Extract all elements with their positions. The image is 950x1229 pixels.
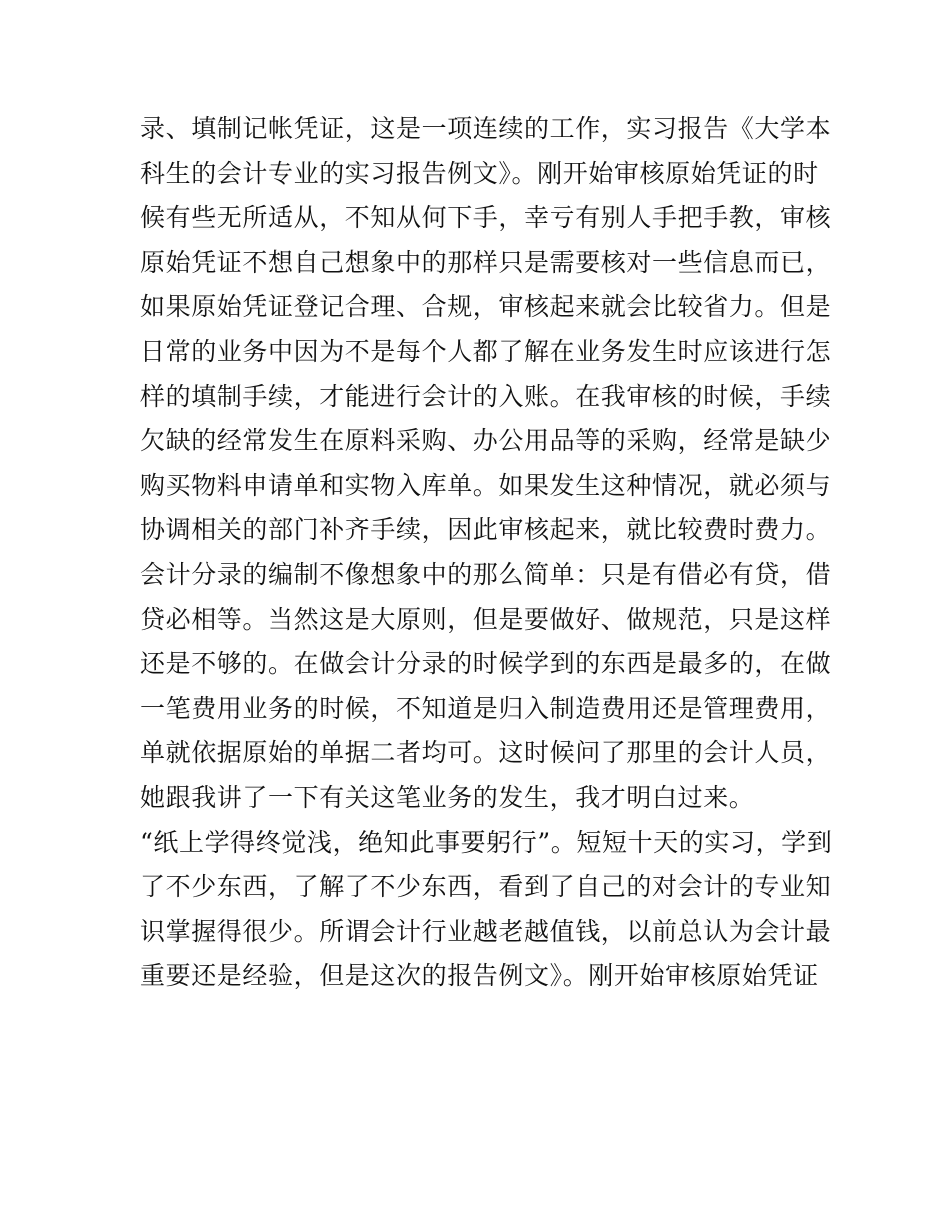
- text-line: 录、填制记帐凭证，这是一项连续的工作，实习报告《大学本: [140, 114, 832, 143]
- text-line: 重要还是经验，但是这次的报告例文》。刚开始审核原始凭证: [140, 961, 819, 991]
- body-text: [140, 107, 833, 999]
- text-line: 她跟我讲了一下有关这笔业务的发生，我才明白过来。: [140, 782, 755, 812]
- text-line: “纸上学得终觉浅，绝知此事要躬行”。短短十天的实习，学到: [140, 827, 833, 857]
- text-line: 一笔费用业务的时候，不知道是归入制造费用还是管理费用，: [140, 693, 832, 723]
- text-line: 单就依据原始的单据二者均可。这时候问了那里的会计人员，: [140, 738, 832, 768]
- text-line: 候有些无所适从，不知从何下手，幸亏有别人手把手教，审核: [140, 203, 832, 233]
- text-line: 原始凭证不想自己想象中的那样只是需要核对一些信息而已，: [140, 247, 832, 277]
- text-line: 日常的业务中因为不是每个人都了解在业务发生时应该进行怎: [140, 336, 832, 366]
- text-line: 如果原始凭证登记合理、合规，审核起来就会比较省力。但是: [140, 292, 832, 322]
- text-line: 科生的会计专业的实习报告例文》。刚开始审核原始凭证的时: [140, 158, 819, 188]
- text-line: 会计分录的编制不像想象中的那么简单：只是有借必有贷，借: [140, 559, 832, 589]
- text-line: 样的填制手续，才能进行会计的入账。在我审核的时候，手续: [140, 381, 832, 411]
- text-line: 还是不够的。在做会计分录的时候学到的东西是最多的，在做: [140, 649, 832, 679]
- text-line: 了不少东西，了解了不少东西，看到了自己的对会计的专业知: [140, 872, 832, 902]
- text-line: 欠缺的经常发生在原料采购、办公用品等的采购，经常是缺少: [140, 426, 832, 456]
- text-line: 贷必相等。当然这是大原则，但是要做好、做规范，只是这样: [140, 604, 832, 634]
- text-line: 购买物料申请单和实物入库单。如果发生这种情况，就必须与: [140, 470, 832, 500]
- text-line: 协调相关的部门补齐手续，因此审核起来，就比较费时费力。: [140, 515, 832, 545]
- text-line: 识掌握得很少。所谓会计行业越老越值钱，以前总认为会计最: [140, 916, 832, 946]
